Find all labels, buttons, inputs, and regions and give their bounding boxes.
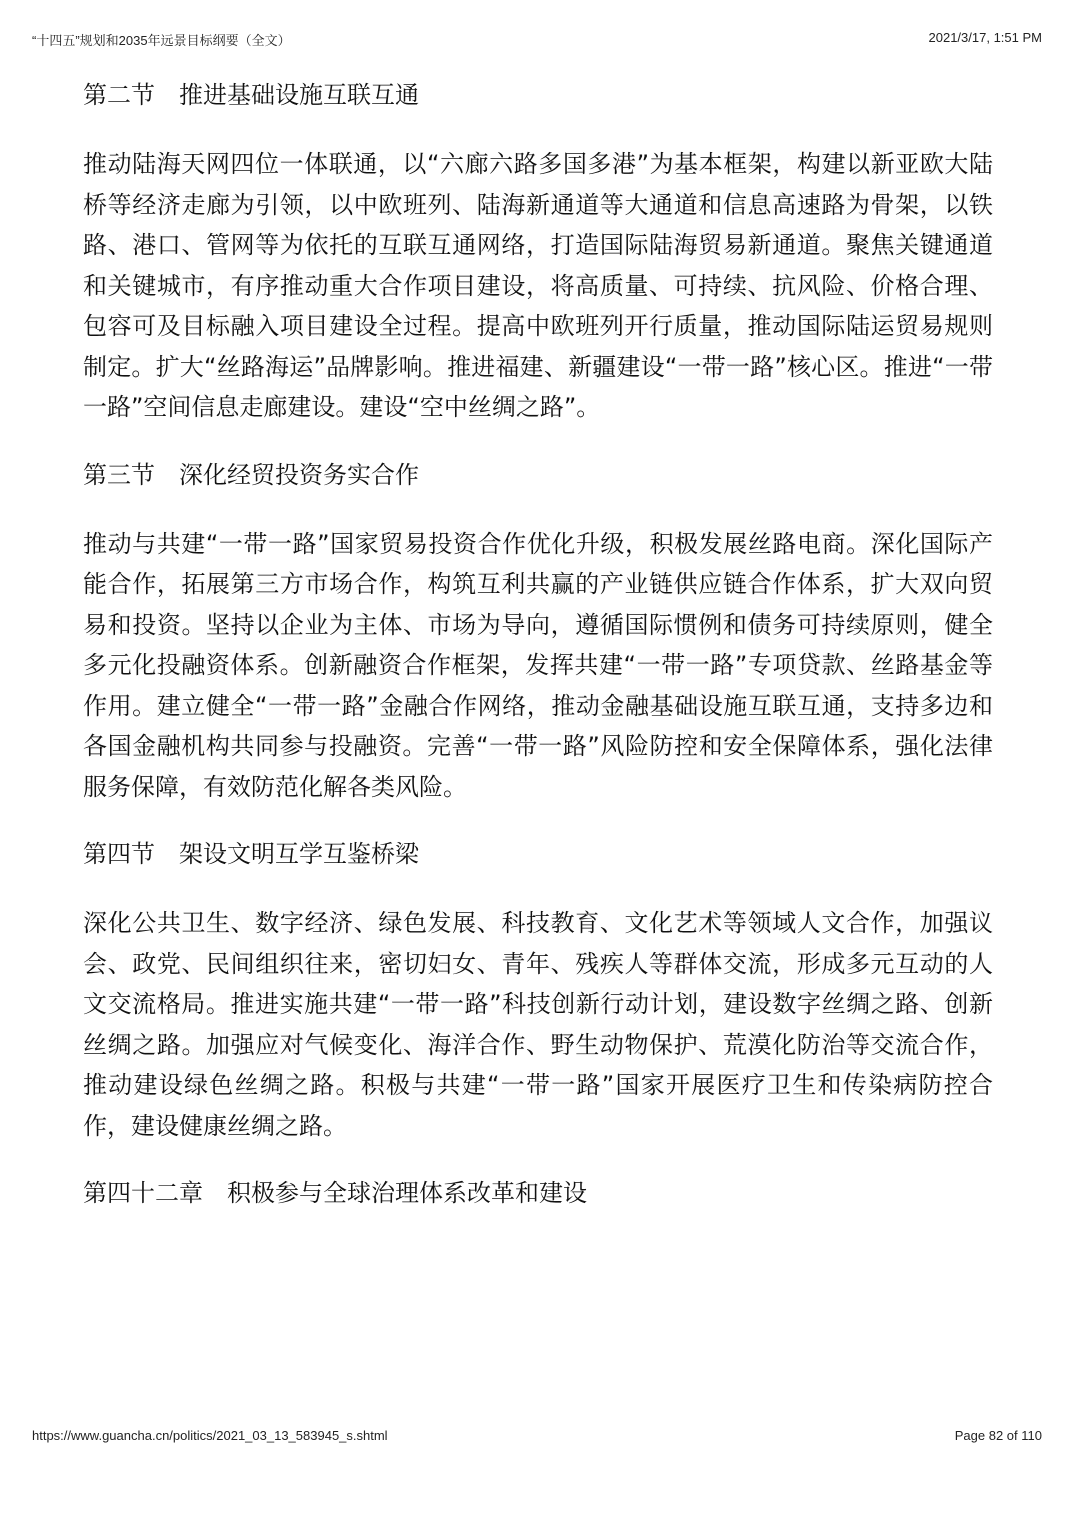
section-heading: 第三节 深化经贸投资务实合作 — [83, 460, 419, 489]
page-header — [32, 30, 1042, 49]
print-datetime: 2021/3/17, 1:51 PM — [928, 30, 1042, 45]
chapter-heading: 第四十二章 积极参与全球治理体系改革和建设 — [83, 1179, 587, 1207]
document-title: “十四五”规划和2035年远景目标纲要（全文） — [32, 33, 291, 48]
page-number: Page 82 of 110 — [954, 1428, 1042, 1443]
article-content — [83, 74, 993, 1214]
section-heading: 第二节 推进基础设施互联互通 — [83, 81, 419, 109]
page-footer — [32, 1428, 1042, 1443]
section-paragraph: 推动与共建“一带一路”国家贸易投资合作优化升级，积极发展丝路电商。深化国际产能合作，拓展第三方市场合作，构筑互利共赢的产业链供应链合作体系，扩大双向贸易和投资。坚持以企业为主体、市场为导向，遵循国际惯例和债务可持续原则，健全多元化投融资体系。创新融资合作框架，发挥共建“一带一路”专项贷款、丝路基金等作用。建立健全“一带一路”金融合作网络，推动金融基础设施互联互通，支持多边和各国金融机构共同参与投融资。完善“一带一路”风险防控和安全保障体系，强化法律服务保障，有效防范化解各类风险。 — [83, 529, 993, 801]
section-paragraph: 深化公共卫生、数字经济、绿色发展、科技教育、文化艺术等领域人文合作，加强议会、政党、民间组织往来，密切妇女、青年、残疾人等群体交流，形成多元互动的人文交流格局。推进实施共建“一带一路”科技创新行动计划，建设数字丝绸之路、创新丝绸之路。加强应对气候变化、海洋合作、野生动物保护、荒漠化防治等交流合作，推动建设绿色丝绸之路。积极与共建“一带一路”国家开展医疗卫生和传染病防控合作，建设健康丝绸之路。 — [83, 909, 993, 1140]
source-url: https://www.guancha.cn/politics/2021_03_13_583945_s.shtml — [32, 1428, 388, 1443]
section-paragraph: 推动陆海天网四位一体联通，以“六廊六路多国多港”为基本框架，构建以新亚欧大陆桥等经济走廊为引领，以中欧班列、陆海新通道等大通道和信息高速路为骨架，以铁路、港口、管网等为依托的互联互通网络，打造国际陆海贸易新通道。聚焦关键通道和关键城市，有序推动重大合作项目建设，将高质量、可持续、抗风险、价格合理、包容可及目标融入项目建设全过程。提高中欧班列开行质量，推动国际陆运贸易规则制定。扩大“丝路海运”品牌影响。推进福建、新疆建设“一带一路”核心区。推进“一带一路”空间信息走廊建设。建设“空中丝绸之路”。 — [83, 150, 993, 421]
section-heading: 第四节 架设文明互学互鉴桥梁 — [83, 840, 419, 868]
